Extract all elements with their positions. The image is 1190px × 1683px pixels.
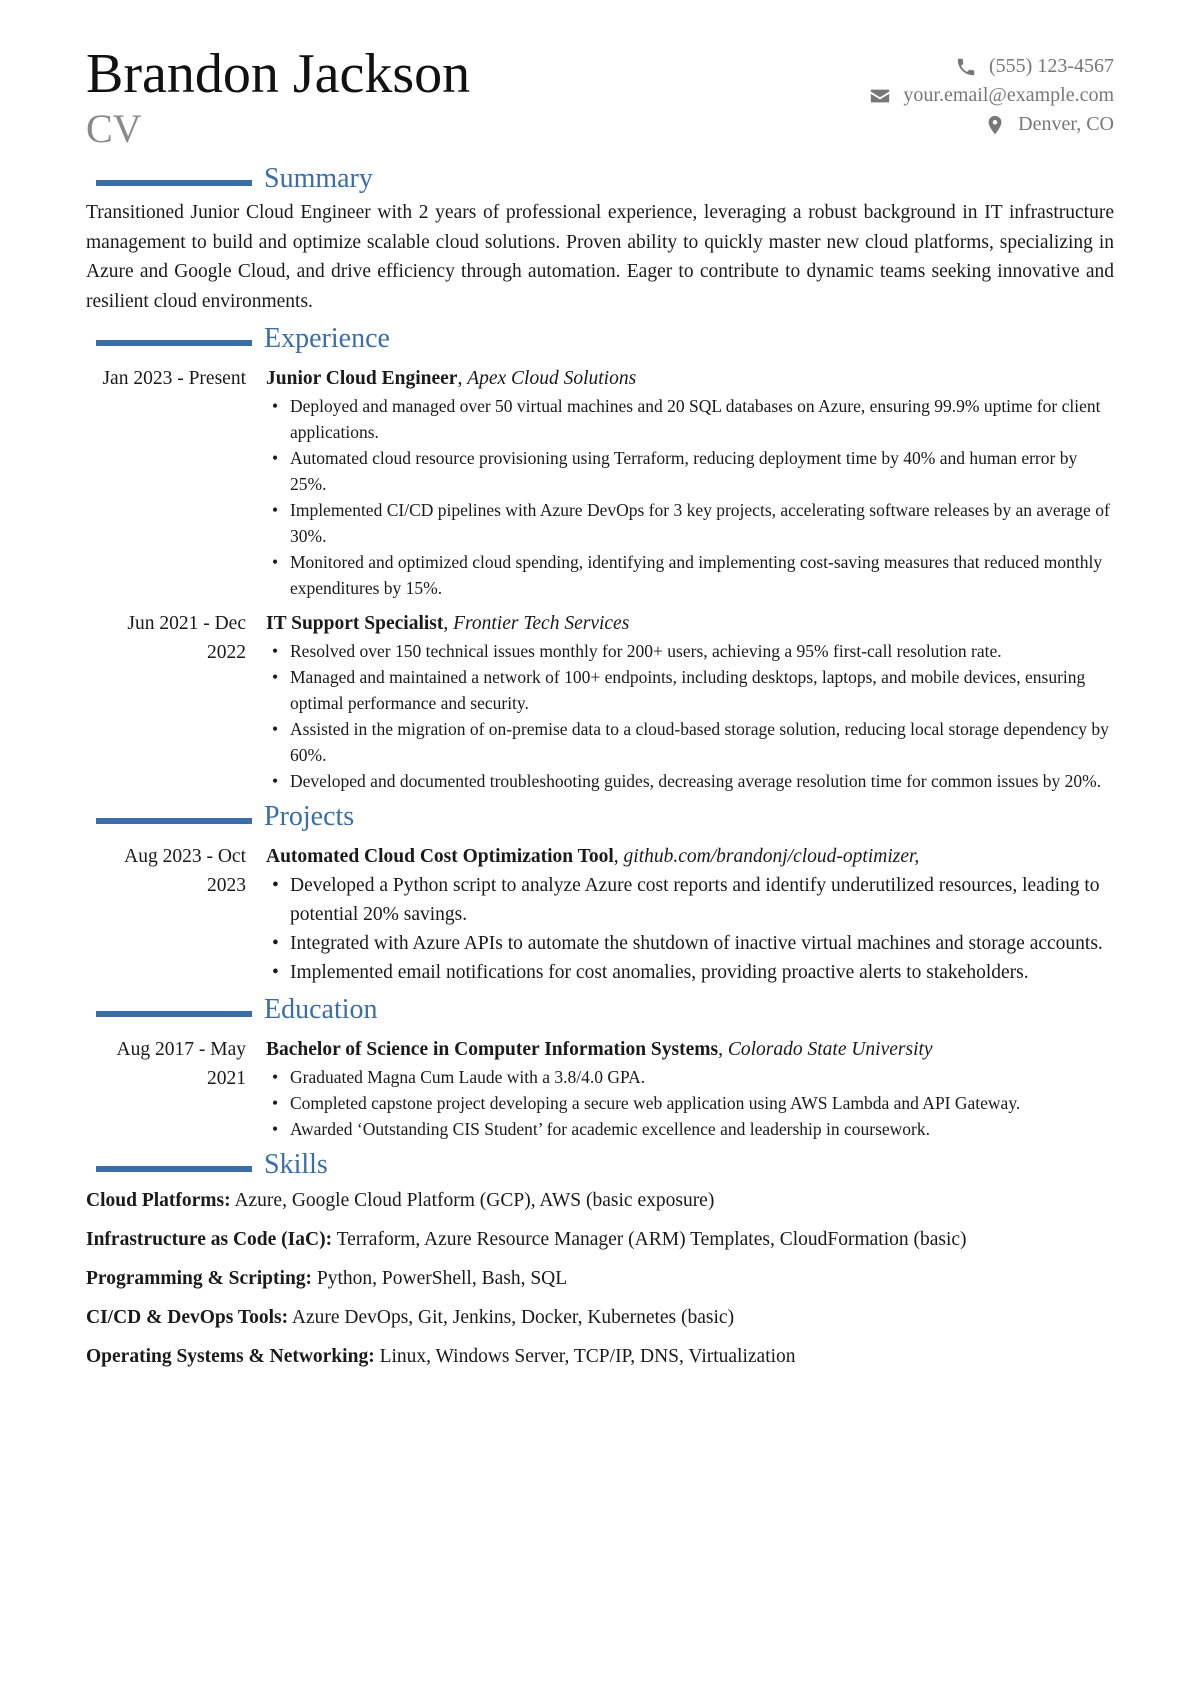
list-item: • Implemented email notifications for cost anomalies, providing proactive alerts to stakeholders.	[290, 958, 1114, 987]
contact-block	[869, 52, 1114, 139]
envelope-icon	[869, 85, 891, 107]
section-accent-bar	[96, 818, 252, 824]
section-title: Education	[264, 994, 378, 1025]
cv-page	[86, 38, 1114, 1381]
list-item: • Assisted in the migration of on-premise data to a cloud-based storage solution, reducing local storage dependency by 60%.	[290, 716, 1114, 768]
entry-title: Bachelor of Science in Computer Information Systems, Colorado State University	[266, 1039, 933, 1060]
section-projects-heading	[86, 794, 1114, 834]
skill-row	[86, 1342, 1114, 1371]
entry-title: Junior Cloud Engineer, Apex Cloud Solutions	[266, 368, 637, 389]
employer: Frontier Tech Services	[453, 613, 630, 634]
contact-phone	[869, 52, 1114, 81]
bullet-list	[266, 1064, 1114, 1142]
bullet-list	[266, 638, 1114, 794]
job-role: Junior Cloud Engineer	[266, 368, 458, 389]
project-link[interactable]: github.com/brandonj/cloud-optimizer,	[623, 846, 920, 867]
entry-body	[266, 364, 1114, 601]
list-item: • Implemented CI/CD pipelines with Azure DevOps for 3 key projects, accelerating software releases by an average of 30%.	[290, 497, 1114, 549]
location-text: Denver, CO	[1018, 113, 1114, 135]
skill-values: Azure, Google Cloud Platform (GCP), AWS (basic exposure)	[234, 1190, 715, 1211]
section-summary-heading	[86, 156, 1114, 196]
skill-row	[86, 1225, 1114, 1254]
skill-values: Terraform, Azure Resource Manager (ARM) Templates, CloudFormation (basic)	[336, 1229, 967, 1250]
list-item: • Awarded ‘Outstanding CIS Student’ for academic excellence and leadership in coursework.	[290, 1116, 1114, 1142]
header	[86, 38, 1114, 156]
skills-list	[86, 1186, 1114, 1371]
map-pin-icon	[984, 114, 1006, 136]
entry-date: Jun 2021 - Dec 2022	[127, 613, 246, 663]
list-item: • Automated cloud resource provisioning using Terraform, reducing deployment time by 40% and human error by 25%.	[290, 445, 1114, 497]
skill-category: Cloud Platforms:	[86, 1190, 231, 1211]
section-accent-bar	[96, 340, 252, 346]
list-item: • Developed a Python script to analyze Azure cost reports and identify underutilized resources, leading to potential 20% savings.	[290, 871, 1114, 929]
list-item: • Completed capstone project developing a secure web application using AWS Lambda and API Gateway.	[290, 1090, 1114, 1116]
section-title: Summary	[264, 163, 373, 194]
list-item: • Monitored and optimized cloud spending, identifying and implementing cost-saving measures that reduced monthly expenditures by 15%.	[290, 549, 1114, 601]
contact-location	[869, 110, 1114, 139]
entry-body	[266, 609, 1114, 794]
section-education-heading	[86, 987, 1114, 1027]
project-name: Automated Cloud Cost Optimization Tool	[266, 846, 614, 867]
employer: Apex Cloud Solutions	[467, 368, 637, 389]
list-item: • Managed and maintained a network of 100+ endpoints, including desktops, laptops, and mobile devices, ensuring optimal performance and security.	[290, 664, 1114, 716]
summary-text: Transitioned Junior Cloud Engineer with 2 years of professional experience, leveraging a robust background in IT infrastructure management to build and optimize scalable cloud solutions. Proven ability to quickly master new cloud platforms, specializing in Azure and Google Cloud, and drive efficiency through automation. Eager to contribute to dynamic teams seeking innovative and resilient cloud environments.	[86, 202, 1114, 312]
section-accent-bar	[96, 180, 252, 186]
section-experience-heading	[86, 316, 1114, 356]
contact-email	[869, 81, 1114, 110]
candidate-name: Brandon Jackson	[86, 43, 471, 105]
skill-values: Azure DevOps, Git, Jenkins, Docker, Kubernetes (basic)	[291, 1307, 735, 1328]
list-item: • Integrated with Azure APIs to automate the shutdown of inactive virtual machines and storage accounts.	[290, 929, 1114, 958]
section-title: Projects	[264, 801, 355, 832]
section-title: Experience	[264, 323, 390, 354]
skill-row	[86, 1186, 1114, 1215]
entry-date: Aug 2017 - May 2021	[116, 1039, 246, 1089]
project-entry	[86, 842, 1114, 987]
section-title: Skills	[264, 1149, 328, 1180]
list-item: • Developed and documented troubleshooting guides, decreasing average resolution time for common issues by 20%.	[290, 768, 1114, 794]
education-entry	[86, 1035, 1114, 1142]
document-subtitle: CV	[86, 106, 142, 151]
entry-date: Jan 2023 - Present	[102, 368, 246, 389]
entry-date: Aug 2023 - Oct 2023	[124, 846, 246, 896]
institution: Colorado State University	[727, 1039, 933, 1060]
skill-row	[86, 1264, 1114, 1293]
experience-entry	[86, 364, 1114, 601]
job-role: IT Support Specialist	[266, 613, 444, 634]
experience-entry	[86, 609, 1114, 794]
skill-category: Programming & Scripting:	[86, 1268, 313, 1289]
skill-category: Operating Systems & Networking:	[86, 1346, 375, 1367]
list-item: • Resolved over 150 technical issues monthly for 200+ users, achieving a 95% first-call resolution rate.	[290, 638, 1114, 664]
email-address[interactable]: your.email@example.com	[903, 84, 1114, 106]
skill-values: Linux, Windows Server, TCP/IP, DNS, Virtualization	[379, 1346, 796, 1367]
bullet-list	[266, 871, 1114, 987]
entry-body	[266, 842, 1114, 987]
list-item: • Graduated Magna Cum Laude with a 3.8/4.0 GPA.	[290, 1064, 1114, 1090]
phone-icon	[955, 56, 977, 78]
entry-body	[266, 1035, 1114, 1142]
section-accent-bar	[96, 1011, 252, 1017]
skill-category: CI/CD & DevOps Tools:	[86, 1307, 289, 1328]
phone-number[interactable]: (555) 123-4567	[989, 55, 1114, 77]
section-accent-bar	[96, 1166, 252, 1172]
skill-values: Python, PowerShell, Bash, SQL	[316, 1268, 568, 1289]
entry-title: Automated Cloud Cost Optimization Tool, github.com/brandonj/cloud-optimizer,	[266, 846, 920, 867]
skill-category: Infrastructure as Code (IaC):	[86, 1229, 333, 1250]
degree-name: Bachelor of Science in Computer Information Systems	[266, 1039, 719, 1060]
entry-title: IT Support Specialist, Frontier Tech Services	[266, 613, 630, 634]
skill-row	[86, 1303, 1114, 1332]
bullet-list	[266, 393, 1114, 601]
list-item: • Deployed and managed over 50 virtual machines and 20 SQL databases on Azure, ensuring 99.9% uptime for client applications.	[290, 393, 1114, 445]
section-skills-heading	[86, 1142, 1114, 1182]
